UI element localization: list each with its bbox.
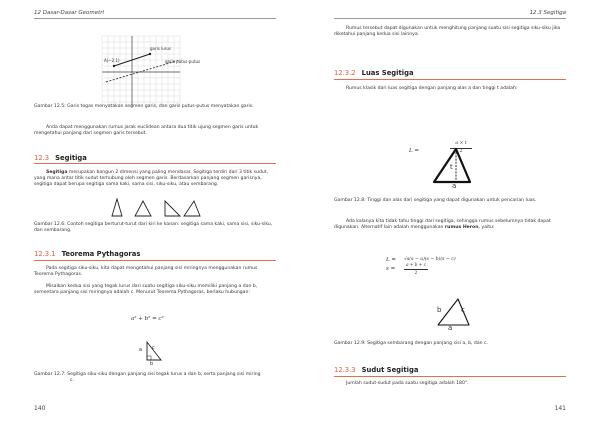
section-rule [34, 163, 276, 164]
caption-figure-12-5: Gambar 12.5: Garis tegas menyatakan segmen garis, dan garis putus-putus menyatakan garis. [34, 104, 254, 109]
formula-pythagoras: a² + b² = c² [131, 316, 164, 322]
paragraph-heron-intro [334, 219, 566, 231]
fig-label-c: c [152, 345, 155, 351]
section-title: Teorema Pythagoras [61, 250, 141, 258]
section-heading-12-3 [34, 154, 87, 162]
fig-label-solid-line: garis lurus [150, 46, 172, 51]
formula-area-denominator: 2 [459, 149, 463, 154]
section-number: 12.3.2 [334, 69, 356, 77]
paragraph-pythagoras-intro: Pada segitiga siku-siku, kita dapat mengetahui panjang sisi miringnya menggunakan rumus Teorema Pythagoras. [34, 266, 258, 278]
fig-label-t: t [450, 163, 453, 171]
paragraph-angle-sum: Jumlah sudut-sudut pada suatu segitiga adalah 180°. [346, 381, 469, 386]
paragraph-text: merupakan bangun 2 dimensi yang paling mendasar. Segitiga terdiri dari 3 titik sudut, yang mana antar titik sudut terhubung oleh segmen garis. Berdasarkan panjang segmen garisnya, segitiga dapat berupa segitiga sama kaki, sama sisi, siku-siku, atau sembarang. [34, 170, 269, 188]
heron-lhs-l: L = [386, 257, 397, 263]
paragraph-text: Ada kalanya kita tidak tahu tinggi dari segitiga, sehingga rumus sebelumnya tidak dapat digunakan. Alternatif lain adalah menggunakan [334, 219, 551, 231]
section-title: Sudut Segitiga [361, 366, 419, 374]
section-heading-12-3-3 [334, 366, 418, 374]
fig-label-b: b [150, 361, 154, 367]
header-rule-left [34, 18, 276, 19]
figure-right-triangle [145, 340, 165, 362]
fig-label-a: a [448, 324, 453, 332]
bold-term: Segitiga [46, 170, 68, 175]
figure-triangle-types [108, 198, 200, 218]
running-head-left: 12 Dasar-Dasar Geometri [34, 10, 105, 16]
running-head-right: 12.3 Segitiga [529, 10, 566, 16]
section-heading-12-3-1 [34, 250, 140, 258]
paragraph-segitiga [34, 170, 276, 189]
paragraph-area-intro: Rumus klasik dari luas segitiga dengan panjang alas a dan tinggi t adalah: [346, 86, 518, 91]
paragraph-euclid: Anda dapat menggunakan rumus jarak euclidean antara dua titik ujung segmen garis untuk mengetahui panjang dari segmen garis tersebut. [34, 125, 259, 137]
bold-term: rumus Heron [444, 225, 479, 231]
triangle-right [165, 201, 180, 216]
section-rule [334, 376, 566, 377]
caption-figure-12-9: Gambar 12.9: Segitiga sembarang dengan panjang sisi a, b, dan c. [334, 341, 489, 346]
fig-label-alas: a [452, 182, 457, 190]
section-number: 12.3 [34, 154, 50, 162]
page-number-left: 140 [34, 405, 46, 412]
heron-rhs-l: √s(s − a)(s − b)(s − c) [404, 257, 456, 262]
fig-label-a: a [139, 347, 143, 353]
heron-s-numerator: a + b + c [406, 262, 426, 267]
section-number: 12.3.1 [34, 250, 56, 258]
section-title: Luas Segitiga [361, 69, 414, 77]
caption-figure-12-6: Gambar 12.6: Contoh segitiga berturut-turut dari kiri ke kanan: segitiga sama kaki, sama sisi, siku-siku, dan sembarang. [34, 222, 273, 234]
triangle-equilateral [135, 201, 151, 216]
section-rule [34, 260, 276, 261]
paragraph-pyth-usage: Rumus tersebut dapat digunakan untuk menghitung panjang suatu sisi segitiga siku-siku jika diketahui panjang kedua sisi lainnya. [334, 26, 561, 38]
paragraph-text-end: , yaitu: [478, 225, 495, 231]
caption-figure-12-7 [34, 372, 276, 384]
caption-line-2: c. [70, 378, 74, 384]
heron-s-denominator: 2 [414, 270, 418, 275]
section-heading-12-3-2 [334, 69, 414, 77]
triangle-isosceles [112, 199, 122, 216]
formula-area-numerator: a × t [455, 141, 467, 146]
triangle-scalene [184, 201, 200, 216]
fig-label-point-a: A(−2,1) [104, 58, 120, 63]
section-title: Segitiga [55, 154, 87, 162]
right-page [300, 0, 600, 424]
formula-area-lhs: L = [409, 148, 420, 154]
section-rule [334, 79, 566, 80]
header-rule-right [334, 18, 566, 19]
caption-figure-12-8: Gambar 12.8: Tinggi dan alas dari segitiga yang dapat digunakan untuk pencarian luas. [334, 198, 537, 203]
caption-line-1: Gambar 12.7: Segitiga siku-siku dengan panjang sisi tegak lurus a dan b, serta panjang sisi miring [34, 372, 261, 377]
section-number: 12.3.3 [334, 366, 356, 374]
fig-label-b: b [437, 306, 442, 314]
page-number-right: 141 [554, 405, 566, 412]
heron-lhs-s: s = [386, 266, 396, 272]
fig-label-dashed-line: garis putus-putus [165, 59, 201, 64]
paragraph-pythagoras-def: Misalkan kedua sisi yang tegak lurus dari suatu segitiga siku-siku memiliki panjang a dan b, sementara panjang sisi miringnya adalah c. Menurut Teorema Pythagoras, berlaku hubungan: [34, 284, 258, 296]
fig-label-c: c [461, 306, 465, 314]
